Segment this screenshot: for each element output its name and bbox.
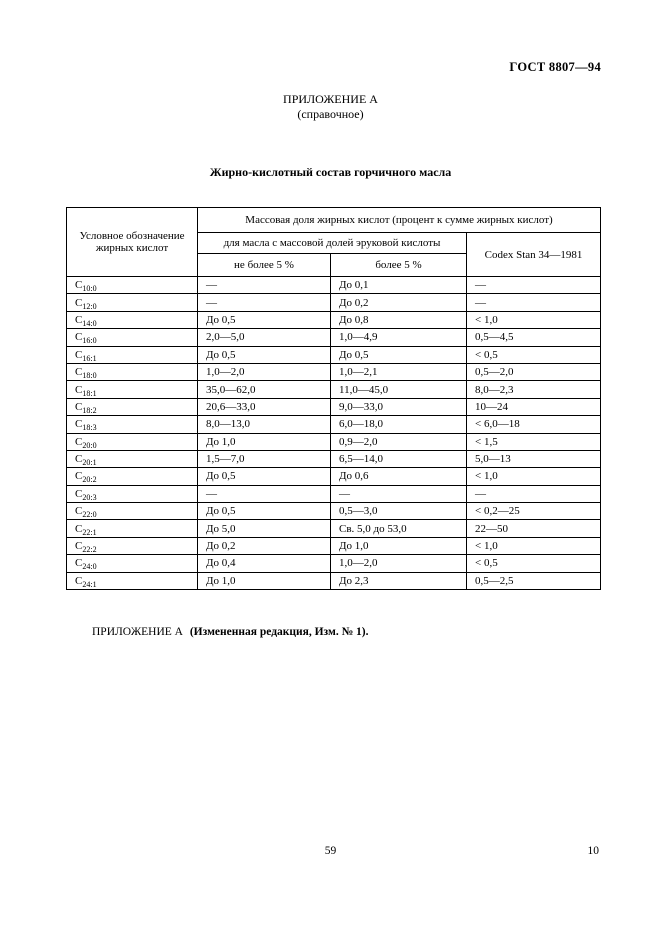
value-more-5: До 0,8: [331, 311, 467, 328]
acid-cell: $С_{20:2}$: [67, 468, 198, 485]
doc-number: ГОСТ 8807—94: [509, 60, 601, 74]
value-more-5: 1,0—2,0: [331, 555, 467, 572]
table-row: [67, 329, 601, 346]
table-row: [67, 381, 601, 398]
value-no-more-5: До 0,2: [198, 537, 331, 554]
value-codex: —: [467, 485, 601, 502]
value-more-5: 6,5—14,0: [331, 450, 467, 467]
value-codex: 22—50: [467, 520, 601, 537]
value-codex: 5,0—13: [467, 450, 601, 467]
table-row: [67, 450, 601, 467]
appendix-heading: [0, 92, 661, 122]
acid-cell: $С_{24:1}$: [67, 572, 198, 589]
value-codex: < 1,0: [467, 537, 601, 554]
value-no-more-5: До 0,5: [198, 468, 331, 485]
value-codex: < 1,0: [467, 468, 601, 485]
acid-cell: $С_{16:1}$: [67, 346, 198, 363]
value-no-more-5: До 0,4: [198, 555, 331, 572]
column-header-acid: Условное обозначение жирных кислот: [67, 208, 198, 277]
value-codex: 8,0—2,3: [467, 381, 601, 398]
acid-cell: $С_{22:1}$: [67, 520, 198, 537]
table-row: [67, 468, 601, 485]
value-no-more-5: 8,0—13,0: [198, 416, 331, 433]
value-no-more-5: —: [198, 485, 331, 502]
value-codex: < 6,0—18: [467, 416, 601, 433]
table-row: [67, 555, 601, 572]
footer-note-prefix: ПРИЛОЖЕНИЕ А: [92, 626, 183, 638]
value-codex: < 1,5: [467, 433, 601, 450]
value-no-more-5: 35,0—62,0: [198, 381, 331, 398]
value-codex: < 0,5: [467, 555, 601, 572]
table-row: [67, 346, 601, 363]
value-more-5: До 0,2: [331, 294, 467, 311]
value-codex: < 0,5: [467, 346, 601, 363]
acid-cell: $С_{18:2}$: [67, 398, 198, 415]
footer-note: [92, 626, 368, 638]
value-more-5: 0,9—2,0: [331, 433, 467, 450]
column-header-no-more-5: не более 5 %: [198, 254, 331, 277]
acid-cell: $С_{10:0}$: [67, 277, 198, 294]
value-more-5: До 0,6: [331, 468, 467, 485]
value-no-more-5: 20,6—33,0: [198, 398, 331, 415]
table-row: [67, 277, 601, 294]
value-more-5: До 0,5: [331, 346, 467, 363]
value-no-more-5: —: [198, 277, 331, 294]
acid-cell: $С_{18:0}$: [67, 363, 198, 380]
value-no-more-5: До 5,0: [198, 520, 331, 537]
column-header-more-5: более 5 %: [331, 254, 467, 277]
acid-cell: $С_{14:0}$: [67, 311, 198, 328]
value-more-5: До 1,0: [331, 537, 467, 554]
value-more-5: 1,0—4,9: [331, 329, 467, 346]
acid-cell: $С_{12:0}$: [67, 294, 198, 311]
group-header: Массовая доля жирных кислот (процент к сумме жирных кислот): [198, 208, 601, 233]
value-more-5: 6,0—18,0: [331, 416, 467, 433]
value-more-5: 9,0—33,0: [331, 398, 467, 415]
value-codex: —: [467, 277, 601, 294]
value-codex: 0,5—2,0: [467, 363, 601, 380]
header-row-group: [67, 208, 601, 233]
value-codex: 10—24: [467, 398, 601, 415]
table-row: [67, 572, 601, 589]
table-row: [67, 537, 601, 554]
value-codex: < 0,2—25: [467, 503, 601, 520]
appendix-subtitle: (справочное): [297, 107, 364, 121]
value-more-5: 1,0—2,1: [331, 363, 467, 380]
acid-cell: $С_{24:0}$: [67, 555, 198, 572]
table-row: [67, 398, 601, 415]
fatty-acid-table: [66, 207, 601, 590]
value-codex: 0,5—4,5: [467, 329, 601, 346]
table-row: [67, 503, 601, 520]
table-row: [67, 433, 601, 450]
table-row: [67, 520, 601, 537]
table-row: [67, 294, 601, 311]
value-more-5: До 2,3: [331, 572, 467, 589]
value-no-more-5: До 1,0: [198, 572, 331, 589]
acid-cell: $С_{18:3}$: [67, 416, 198, 433]
page-number-right: 10: [587, 845, 599, 857]
appendix-title: ПРИЛОЖЕНИЕ А: [283, 92, 378, 106]
value-no-more-5: До 0,5: [198, 311, 331, 328]
value-codex: —: [467, 294, 601, 311]
table-row: [67, 363, 601, 380]
value-more-5: Св. 5,0 до 53,0: [331, 520, 467, 537]
table-row: [67, 416, 601, 433]
acid-cell: $С_{22:0}$: [67, 503, 198, 520]
value-more-5: —: [331, 485, 467, 502]
acid-cell: $С_{16:0}$: [67, 329, 198, 346]
value-no-more-5: 1,0—2,0: [198, 363, 331, 380]
table-body: [67, 277, 601, 590]
value-no-more-5: До 0,5: [198, 346, 331, 363]
value-no-more-5: —: [198, 294, 331, 311]
value-no-more-5: До 0,5: [198, 503, 331, 520]
value-codex: 0,5—2,5: [467, 572, 601, 589]
subgroup-header: для масла с массовой долей эруковой кислоты: [198, 233, 467, 254]
value-more-5: 11,0—45,0: [331, 381, 467, 398]
table-row: [67, 485, 601, 502]
acid-cell: $С_{22:2}$: [67, 537, 198, 554]
table-row: [67, 311, 601, 328]
acid-cell: $С_{18:1}$: [67, 381, 198, 398]
value-more-5: До 0,1: [331, 277, 467, 294]
acid-cell: $С_{20:1}$: [67, 450, 198, 467]
acid-cell: $С_{20:0}$: [67, 433, 198, 450]
column-header-codex: Codex Stan 34—1981: [467, 233, 601, 277]
value-no-more-5: 1,5—7,0: [198, 450, 331, 467]
acid-cell: $С_{20:3}$: [67, 485, 198, 502]
value-no-more-5: 2,0—5,0: [198, 329, 331, 346]
table-header: [67, 208, 601, 277]
value-codex: < 1,0: [467, 311, 601, 328]
value-no-more-5: До 1,0: [198, 433, 331, 450]
table-title: Жирно-кислотный состав горчичного масла: [209, 165, 452, 179]
footer-note-bold: (Измененная редакция, Изм. № 1).: [189, 626, 369, 638]
value-more-5: 0,5—3,0: [331, 503, 467, 520]
page-number-center: 59: [324, 845, 337, 857]
